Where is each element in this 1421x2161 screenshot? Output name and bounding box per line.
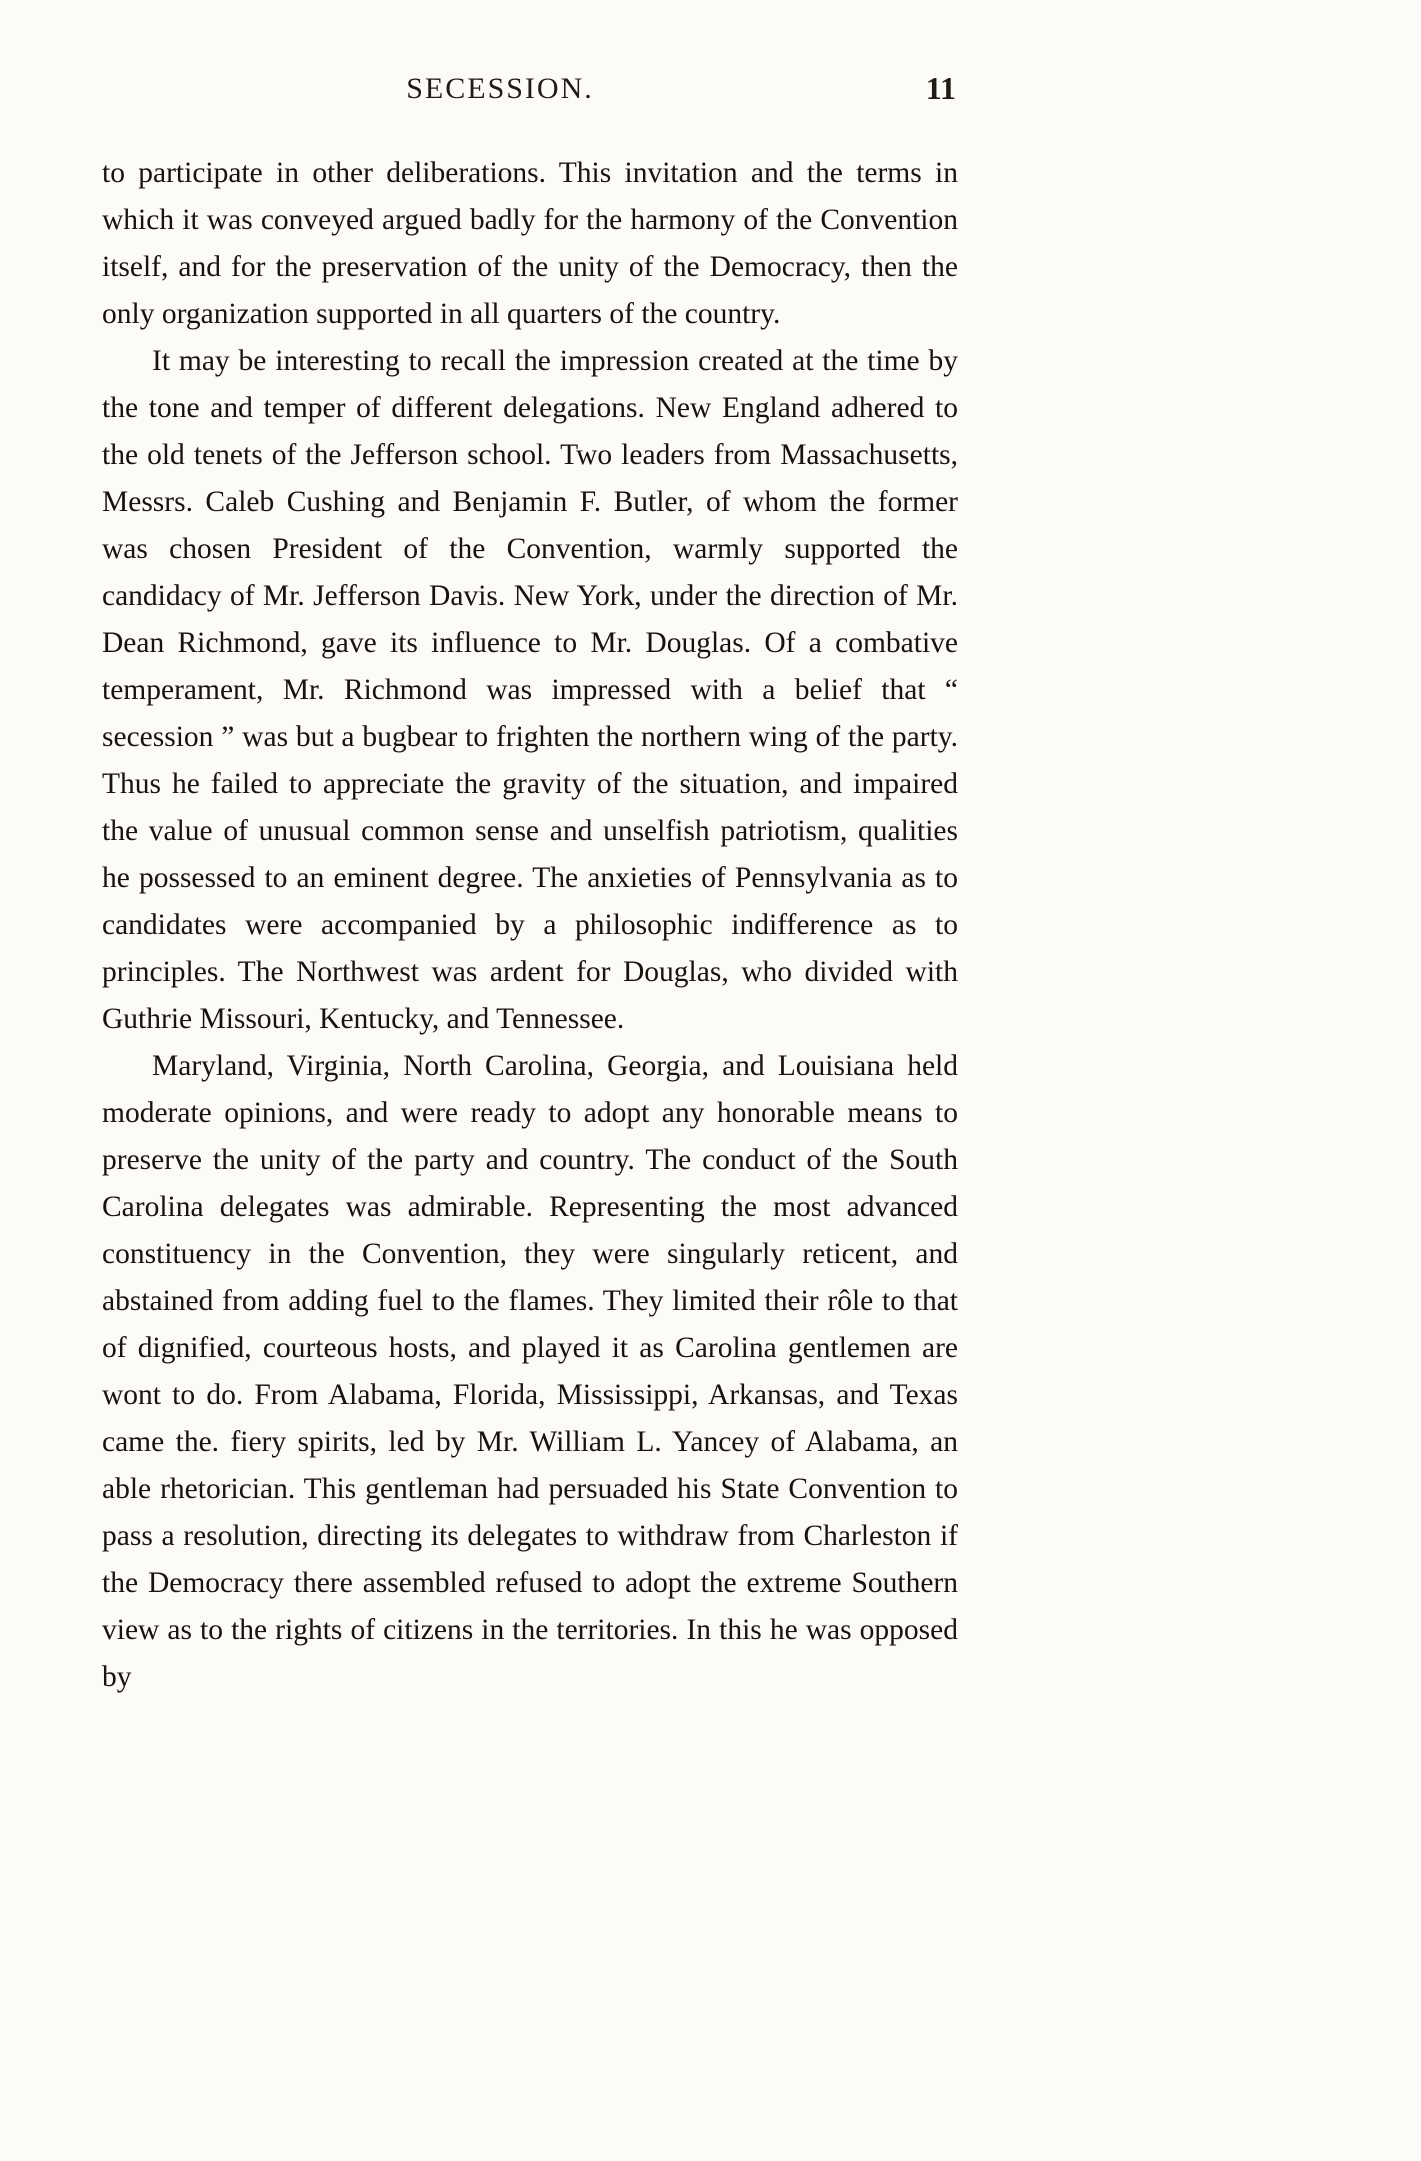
running-head [102,72,958,116]
text-block [102,72,958,1701]
running-head-title: SECESSION. [406,72,594,105]
paragraph-delegations: It may be interesting to recall the impression created at the time by the tone and temper of different delegations. New England adhered to the old tenets of the Jefferson school. Two leaders from Massachusetts, Messrs. Caleb Cushing and Benjamin F. Butler, of whom the former was chosen President of the Convention, warmly supported the candidacy of Mr. Jefferson Davis. New York, under the direction of Mr. Dean Richmond, gave its influence to Mr. Douglas. Of a combative temperament, Mr. Richmond was impressed with a belief that “ secession ” was but a bugbear to frighten the northern wing of the party. Thus he failed to appreciate the gravity of the situation, and impaired the value of unusual common sense and unselfish patriotism, qualities he possessed to an eminent degree. The anxieties of Pennsylvania as to candidates were accompanied by a philosophic indifference as to principles. The Northwest was ardent for Douglas, who divided with Guthrie Missouri, Kentucky, and Tennessee. [102,345,958,1035]
paragraph-continuation: to participate in other deliberations. This invitation and the terms in which it was conveyed argued badly for the harmony of the Convention itself, and for the preservation of the unity of the Democracy, then the only organization supported in all quarters of the country. [102,157,958,330]
body-text [102,150,958,1701]
paragraph-southern-states: Maryland, Virginia, North Carolina, Georgia, and Louisiana held moderate opinions, and were ready to adopt any honorable means to preserve the unity of the party and country. The conduct of the South Carolina delegates was admirable. Representing the most advanced constituency in the Convention, they were singularly reticent, and abstained from adding fuel to the flames. They limited their rôle to that of dignified, courteous hosts, and played it as Carolina gentlemen are wont to do. From Alabama, Florida, Mississippi, Arkansas, and Texas came the. fiery spirits, led by Mr. William L. Yancey of Alabama, an able rhetorician. This gentleman had persuaded his State Convention to pass a resolution, directing its delegates to withdraw from Charleston if the Democracy there assembled refused to adopt the extreme Southern view as to the rights of citizens in the territories. In this he was opposed by [102,1050,958,1693]
page-number: 11 [925,70,956,106]
